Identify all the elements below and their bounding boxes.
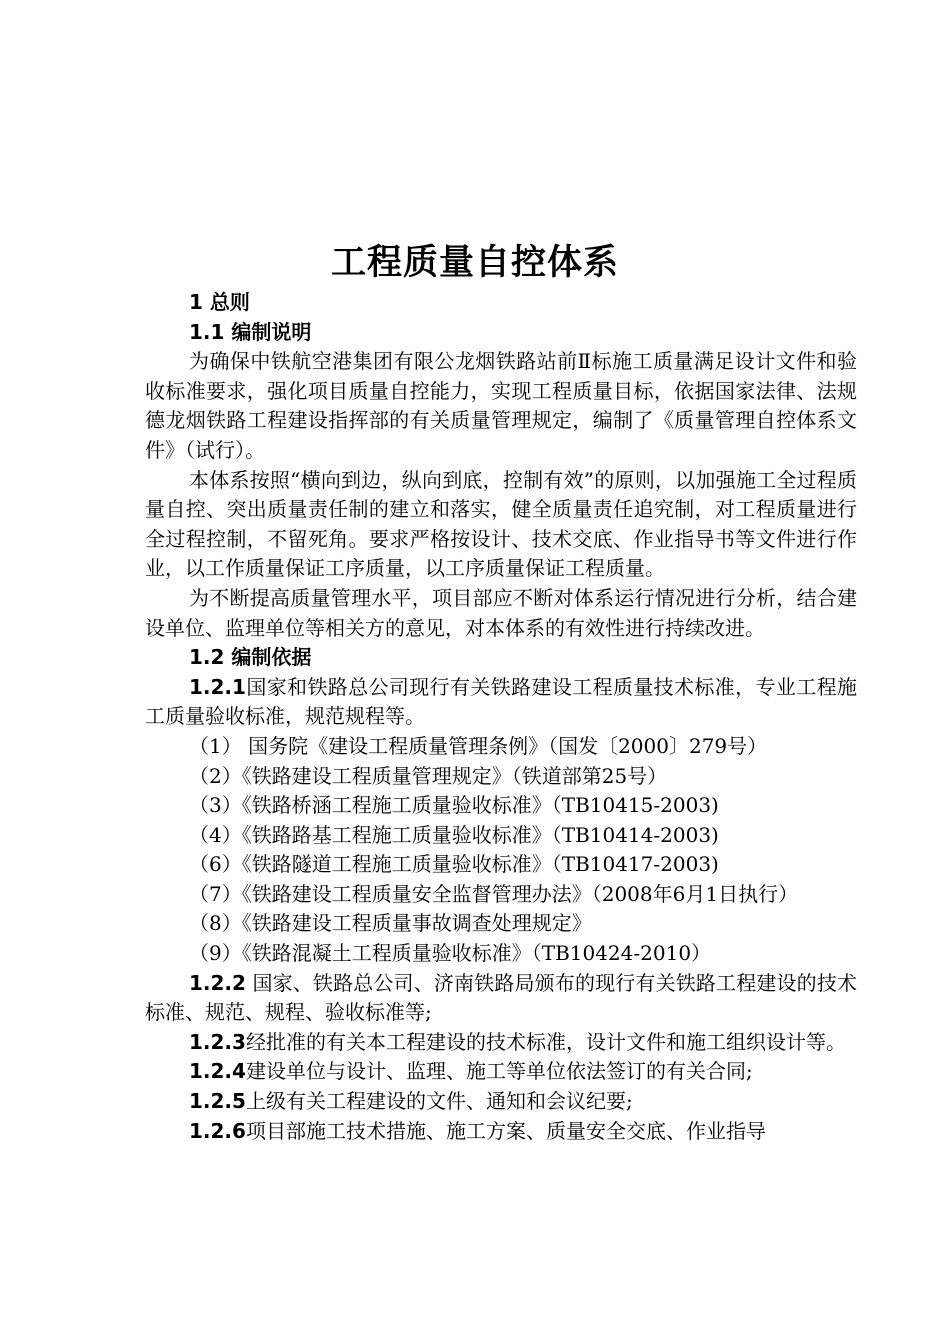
clause-number: 1.2.1: [189, 674, 246, 699]
clause-number: 1.2.3: [189, 1029, 246, 1054]
reference-item: （7）《铁路建设工程质量安全监督管理办法》（2008年6月1日执行）: [189, 881, 799, 906]
clause-text: 项目部施工技术措施、施工方案、质量安全交底、作业指导: [245, 1118, 766, 1143]
clause-number: 1.2.5: [189, 1089, 246, 1114]
reference-item: （8）《铁路建设工程质量事故调查处理规定》: [189, 911, 592, 936]
clause-number: 1.2.4: [189, 1059, 246, 1084]
clause-1-2-3: [145, 1028, 857, 1058]
paragraph-principle: 本体系按照“横向到边，纵向到底，控制有效”的原则，以加强施工全过程质量自控、突出质量责任制的建立和落实，健全质量责任追究制，对工程质量进行全过程控制，不留死角。要求严格按设计、技术交底、作业指导书等文件进行作业，以工作质量保证工序质量，以工序质量保证工程质量。: [145, 467, 857, 581]
document-body: [145, 288, 857, 1146]
reference-item: （2）《铁路建设工程质量管理规定》（铁道部第25号）: [189, 763, 668, 788]
paragraph-improvement: 为不断提高质量管理水平，项目部应不断对体系运行情况进行分析，结合建设单位、监理单位等相关方的意见，对本体系的有效性进行持续改进。: [145, 585, 857, 640]
document-title: 工程质量自控体系: [330, 243, 619, 283]
clause-number: 1.2.6: [189, 1118, 246, 1143]
clause-text: 建设单位与设计、监理、施工等单位依法签订的有关合同;: [245, 1059, 753, 1084]
reference-item: （6）《铁路隧道工程施工质量验收标准》（TB10417-2003): [189, 852, 719, 877]
clause-number: 1.2.2: [189, 970, 246, 995]
clause-text: 国家、铁路总公司、济南铁路局颁布的现行有关铁路工程建设的技术标准、规范、规程、验收标准等;: [145, 970, 857, 1025]
clause-1-2-5: [145, 1087, 857, 1117]
clause-text: 上级有关工程建设的文件、通知和会议纪要;: [245, 1089, 633, 1114]
reference-item: （1） 国务院《建设工程质量管理条例》（国发〔2000〕279号）: [189, 733, 768, 758]
reference-item: （9）《铁路混凝土工程质量验收标准》（TB10424-2010）: [189, 941, 712, 966]
clause-1-2-4: [145, 1057, 857, 1087]
clause-1-2-6: [145, 1117, 857, 1147]
clause-1-2-1: [145, 673, 857, 732]
section-heading-1: 1 总则: [189, 290, 250, 314]
clause-text: 经批准的有关本工程建设的技术标准，设计文件和施工组织设计等。: [245, 1029, 846, 1054]
section-heading-1-1: 1.1 编制说明: [189, 319, 312, 344]
clause-text: 国家和铁路总公司现行有关铁路建设工程质量技术标准，专业工程施工质量验收标准，规范规程等。: [145, 674, 857, 729]
reference-item: （3）《铁路桥涵工程施工质量验收标准》（TB10415-2003): [189, 793, 719, 818]
clause-1-2-2: [145, 969, 857, 1028]
section-heading-1-2: 1.2 编制依据: [189, 645, 312, 670]
reference-item: （4）《铁路路基工程施工质量验收标准》（TB10414-2003): [189, 822, 719, 847]
paragraph-purpose: 为确保中铁航空港集团有限公龙烟铁路站前Ⅱ标施工质量满足设计文件和验收标准要求，强化项目质量自控能力，实现工程质量目标，依据国家法律、法规德龙烟铁路工程建设指挥部的有关质量管理规定，编制了《质量管理自控体系文件》（试行）。: [145, 349, 857, 462]
